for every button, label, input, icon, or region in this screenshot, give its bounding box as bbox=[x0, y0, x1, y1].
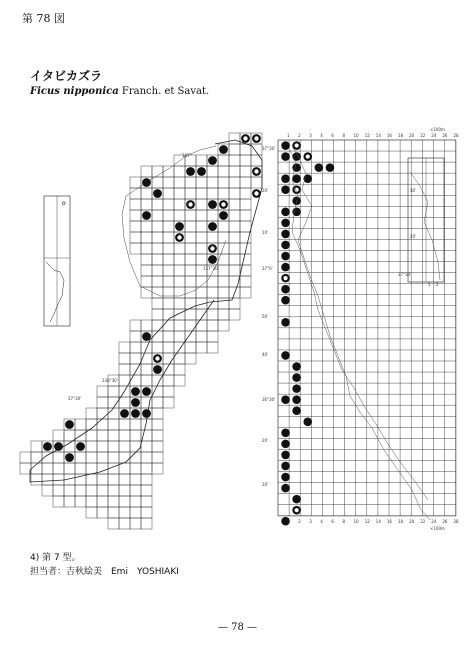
scale-tick-label: 24 bbox=[431, 519, 437, 524]
scale-tick-label: 28 bbox=[453, 519, 459, 524]
lat-label: 20' bbox=[262, 438, 269, 443]
scale-tick-label: 16 bbox=[386, 519, 392, 524]
lat-label: 10' bbox=[262, 482, 269, 487]
species-scientific-line bbox=[30, 86, 209, 97]
scale-tick-label: 18 bbox=[398, 519, 404, 524]
scale-tick-label: 14 bbox=[375, 519, 381, 524]
figure-label: 第 78 図 bbox=[22, 12, 65, 25]
scale-tick-label: 22 bbox=[420, 133, 426, 138]
scale-tick-label: 12 bbox=[364, 519, 370, 524]
scale-tick-label: 24 bbox=[431, 133, 437, 138]
right-panel bbox=[262, 127, 459, 531]
inset-map bbox=[44, 196, 70, 326]
top-scale-unit: ×100m bbox=[430, 127, 445, 132]
scale-tick-label: 8 bbox=[342, 519, 346, 524]
page-number: — 78 — bbox=[217, 622, 258, 633]
species-scientific-name: Ficus nipponica bbox=[30, 86, 119, 97]
lon-label: 138°30' bbox=[102, 378, 118, 383]
scale-tick-label: 2 bbox=[298, 133, 301, 138]
scale-tick-label: 26 bbox=[442, 519, 448, 524]
lat-label: 20' bbox=[262, 188, 269, 193]
scale-tick-label: 4 bbox=[320, 519, 323, 524]
scale-tick-label: 8 bbox=[342, 133, 346, 138]
scale-tick-label: 1 bbox=[287, 519, 290, 524]
inset-label: 1 bbox=[428, 282, 431, 287]
lon-label: 137°30' bbox=[203, 266, 219, 271]
inset-label: 30' bbox=[410, 188, 417, 193]
scale-tick-label: 1 bbox=[287, 133, 290, 138]
species-japanese-name: イタビカズラ bbox=[30, 69, 103, 83]
prefecture-outline bbox=[30, 140, 262, 482]
scale-tick-label: 14 bbox=[375, 133, 381, 138]
altitude-profile-2 bbox=[290, 150, 428, 500]
scale-tick-label: 10 bbox=[353, 133, 359, 138]
inset-label: 37°30' bbox=[398, 272, 412, 277]
type-note: 4) 第 7 型。 bbox=[30, 553, 81, 563]
scale-tick-label: 3 bbox=[309, 133, 312, 138]
scale-tick-label: 26 bbox=[442, 133, 448, 138]
scale-tick-label: 18 bbox=[398, 133, 404, 138]
lat-label: 37°0' bbox=[262, 266, 273, 271]
scale-tick-label: 6 bbox=[331, 133, 334, 138]
scale-tick-label: 10 bbox=[353, 519, 359, 524]
author-line: 担当者：吉秋絵美 Emi YOSHIAKI bbox=[30, 567, 179, 577]
scale-tick-label: 20 bbox=[409, 519, 415, 524]
scale-tick-label: 3 bbox=[309, 519, 312, 524]
scale-tick-label: 22 bbox=[420, 519, 426, 524]
scale-tick-label: 28 bbox=[453, 133, 459, 138]
species-authority: Franch. et Savat. bbox=[121, 86, 210, 97]
lon-label: 37°30' bbox=[68, 396, 82, 401]
scale-tick-label: 6 bbox=[331, 519, 334, 524]
scale-tick-label: 4 bbox=[320, 133, 323, 138]
scale-tick-label: 2 bbox=[298, 519, 301, 524]
bottom-scale-unit: ×100m bbox=[430, 526, 445, 531]
inset-legend-o: o bbox=[62, 200, 66, 207]
scale-tick-label: 12 bbox=[364, 133, 370, 138]
lon-label: 137° bbox=[182, 153, 192, 158]
lat-label: 40' bbox=[262, 352, 269, 357]
lat-label: 37°30' bbox=[262, 146, 276, 151]
map-grid bbox=[20, 133, 262, 529]
altitude-profile bbox=[292, 146, 430, 520]
inset-label: 2 bbox=[436, 282, 439, 287]
inset-label: 20' bbox=[410, 234, 417, 239]
lat-label: 36°30' bbox=[262, 397, 276, 402]
scale-tick-label: 20 bbox=[409, 133, 415, 138]
scale-tick-label: 16 bbox=[386, 133, 392, 138]
lat-label: 50' bbox=[262, 314, 269, 319]
lat-label: 10' bbox=[262, 230, 269, 235]
